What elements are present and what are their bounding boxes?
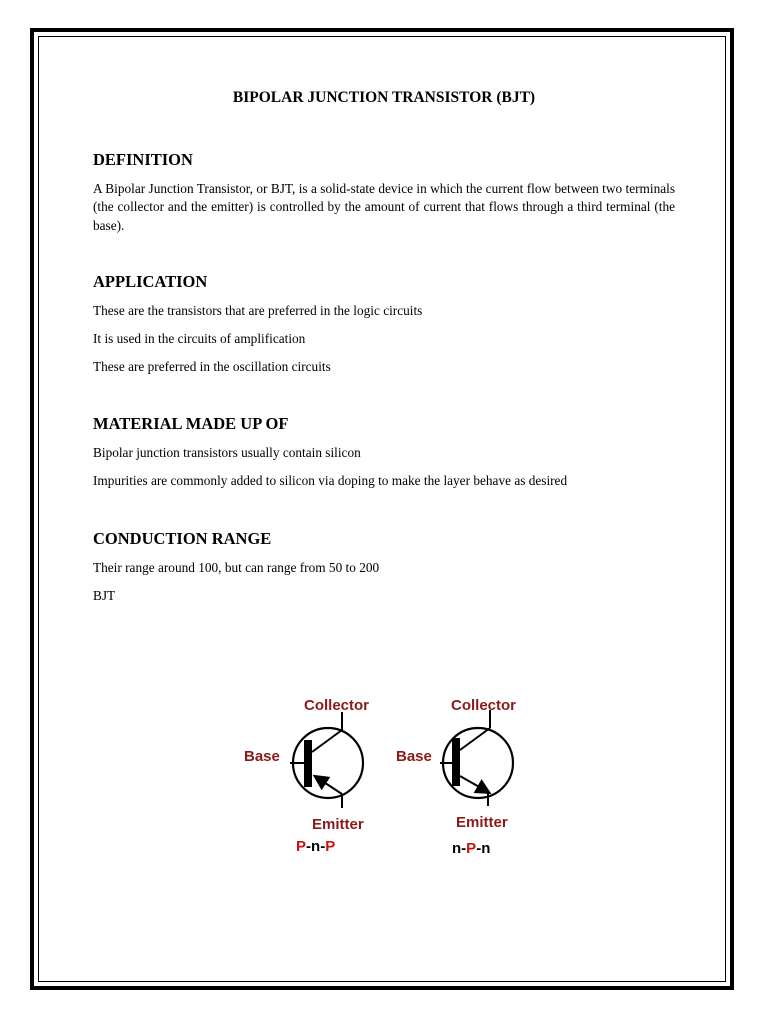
- npn-collector-label: Collector: [451, 697, 517, 714]
- npn-type-sep2: -: [476, 840, 482, 857]
- pnp-type-sep1: -: [306, 838, 312, 855]
- document-title: BIPOLAR JUNCTION TRANSISTOR (BJT): [232, 89, 536, 106]
- application-item-oscillation: These are preferred in the oscillation circuits: [93, 359, 331, 374]
- pnp-type-sep2: -: [320, 838, 326, 855]
- pnp-base-label: Base: [244, 748, 280, 765]
- npn-emitter-label: Emitter: [456, 814, 508, 831]
- application-item-amplification: It is used in the circuits of amplification: [93, 331, 306, 346]
- npn-base-label: Base: [396, 748, 432, 765]
- heading-material: MATERIAL MADE UP OF: [93, 414, 289, 433]
- application-item-logic: These are the transistors that are preferred in the logic circuits: [93, 303, 423, 318]
- npn-type-n1: n: [452, 840, 462, 857]
- npn-type-sep1: -: [461, 840, 467, 857]
- npn-type-label: [452, 840, 490, 857]
- bjt-label: BJT: [93, 588, 116, 603]
- pnp-emitter-label: Emitter: [312, 816, 364, 833]
- npn-type-n2: n: [481, 840, 491, 857]
- heading-conduction-range: CONDUCTION RANGE: [93, 529, 272, 548]
- material-item-silicon: Bipolar junction transistors usually contain silicon: [93, 445, 361, 460]
- heading-definition: DEFINITION: [93, 150, 193, 169]
- bjt-symbols-diagram: [238, 690, 538, 860]
- pnp-type-n: n: [311, 838, 321, 855]
- material-item-doping: Impurities are commonly added to silicon via doping to make the layer behave as desired: [93, 473, 568, 488]
- conduction-range-text: Their range around 100, but can range from 50 to 200: [93, 560, 380, 575]
- pnp-transistor-symbol: [244, 697, 369, 855]
- pnp-type-p1: P: [296, 838, 307, 855]
- pnp-collector-label: Collector: [304, 697, 370, 714]
- definition-paragraph: A Bipolar Junction Transistor, or BJT, is a solid-state device in which the current flow between two terminals (the collector and the emitter) is controlled by the amount of current that flows through a third terminal (the base).: [93, 181, 675, 233]
- npn-type-p: P: [466, 840, 477, 857]
- npn-transistor-symbol: [396, 697, 516, 857]
- heading-application: APPLICATION: [93, 272, 208, 291]
- pnp-type-label: [296, 838, 335, 855]
- pnp-type-p2: P: [325, 838, 336, 855]
